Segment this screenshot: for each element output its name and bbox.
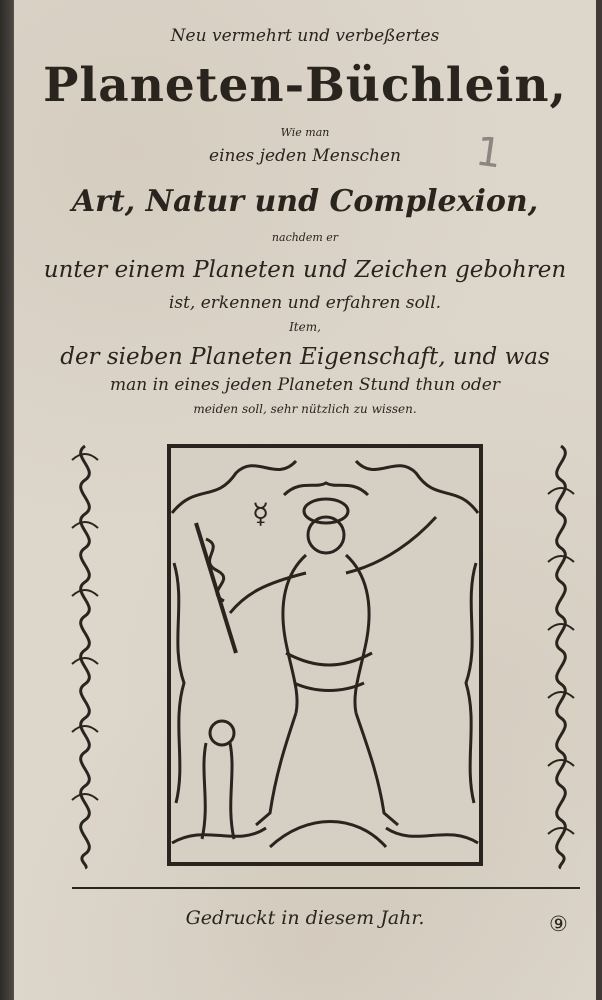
- text-line: ist, erkennen und erfahren soll.: [168, 293, 442, 313]
- text-line: der sieben Planeten Eigenschaft, und was: [60, 344, 550, 370]
- text-line: Item,: [289, 320, 321, 334]
- divider-rule: [72, 887, 580, 889]
- text-line: man in eines jeden Planeten Stund thun oder: [110, 375, 500, 395]
- text-line-large: Art, Natur und Complexion,: [71, 184, 539, 219]
- ornament-border-right: [542, 440, 580, 870]
- text-line: eines jeden Menschen: [209, 146, 401, 166]
- subtitle-line: Neu vermehrt und verbeßertes: [170, 26, 440, 46]
- text-line: nachdem er: [271, 231, 339, 244]
- signature-mark: ⑨: [549, 912, 568, 936]
- mercury-woodcut-illustration: [166, 443, 484, 867]
- mercury-symbol-icon: ☿: [252, 497, 270, 530]
- text-line: Wie man: [280, 126, 330, 139]
- book-title: Planeten-Büchlein,: [43, 58, 567, 113]
- pencil-annotation: 1: [472, 128, 505, 178]
- title-page: [14, 0, 596, 1000]
- text-line: unter einem Planeten und Zeichen gebohren: [43, 257, 567, 283]
- text-line: meiden soll, sehr nützlich zu wissen.: [193, 402, 417, 416]
- ornament-border-left: [66, 440, 104, 870]
- imprint-line: Gedruckt in diesem Jahr.: [185, 907, 425, 929]
